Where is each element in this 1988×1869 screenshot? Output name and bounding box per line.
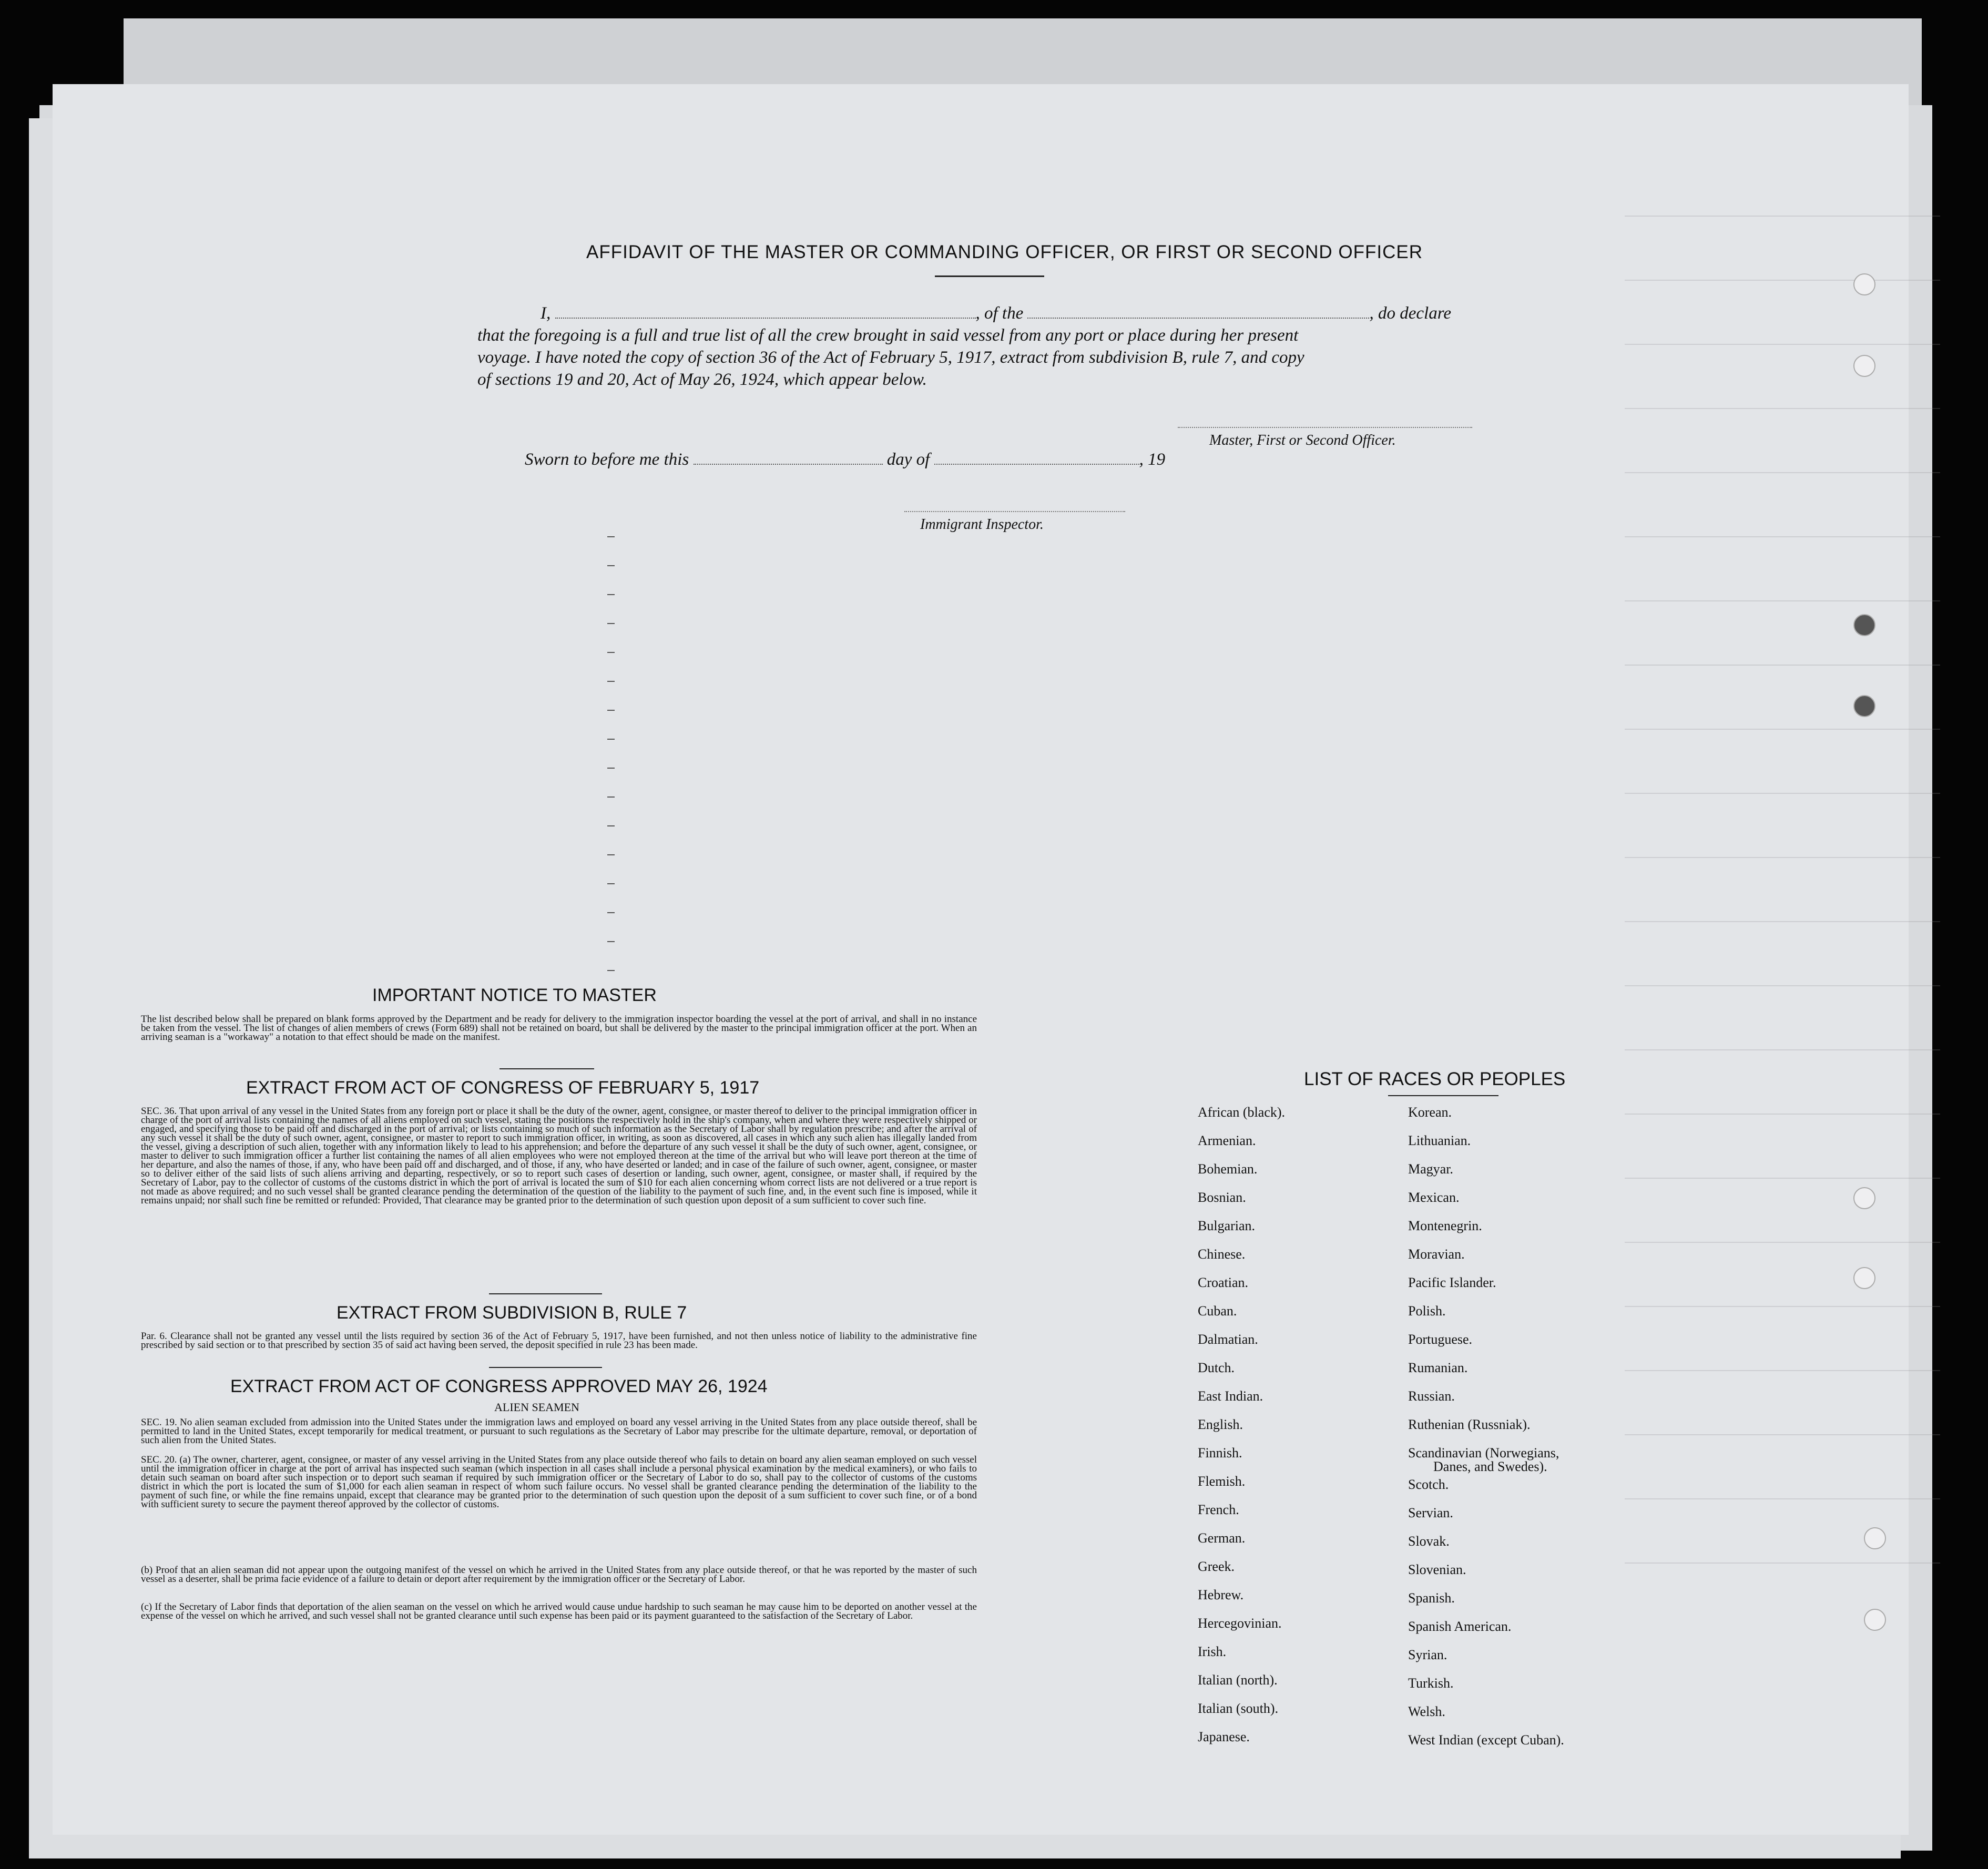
race-item: Bulgarian.: [1198, 1218, 1256, 1233]
race-item: French.: [1198, 1502, 1239, 1517]
race-item: Magyar.: [1408, 1161, 1453, 1177]
race-item: Slovenian.: [1408, 1562, 1466, 1577]
race-item: Korean.: [1408, 1105, 1452, 1120]
master-name-field[interactable]: [555, 318, 976, 319]
race-item: Syrian.: [1408, 1647, 1447, 1662]
year-label: , 19: [1139, 450, 1166, 469]
race-item: Polish.: [1408, 1303, 1446, 1319]
race-item: Servian.: [1408, 1505, 1453, 1520]
dash-mark: [607, 970, 615, 971]
punch-hole: [1853, 1267, 1875, 1289]
dash-mark: [607, 825, 615, 826]
notice-rule: [499, 1068, 594, 1069]
race-item: Chinese.: [1198, 1247, 1246, 1262]
race-item: African (black).: [1198, 1105, 1286, 1120]
extract-1924-sec20b: (b) Proof that an alien seaman did not appear upon the outgoing manifest of the vessel on which he arrived in the United States from any place outside thereof, or that he was reported by the master of such vessel as a deserter, shall be prima facie evidence of a failure to detain or deport after requirement by the immigration officer or the Secretary of Labor.: [141, 1565, 977, 1585]
dash-mark: [607, 565, 615, 566]
race-item: Japanese.: [1198, 1729, 1250, 1744]
race-item: Hebrew.: [1198, 1587, 1244, 1602]
race-item: German.: [1198, 1530, 1246, 1546]
race-item: Greek.: [1198, 1559, 1235, 1574]
punch-hole: [1864, 1527, 1886, 1549]
race-item: Dalmatian.: [1198, 1332, 1258, 1347]
race-item: Rumanian.: [1408, 1360, 1468, 1375]
affidavit-declare-label: , do declare: [1369, 304, 1451, 323]
extract-1924-subtitle: ALIEN SEAMEN: [494, 1401, 579, 1414]
inspector-signature-line[interactable]: [904, 511, 1125, 512]
sworn-line: [525, 450, 1165, 469]
race-item: Finnish.: [1198, 1445, 1242, 1461]
extract-1917-rule: [489, 1293, 602, 1294]
extract-1924-sec20a: SEC. 20. (a) The owner, charterer, agent, consignee, or master of any vessel arriving in the United States from any place outside thereof who fails to detain on board any alien seaman employed on such vessel until the immigration officer in charge at the port of arrival has inspected such seaman (which inspection in all cases shall include a personal physical examination by the medical examiners), or who fails to detain such seaman on board after such inspection or to deport such seaman if required by such immigration officer or the Secretary of Labor to do so, shall pay to the collector of customs of the customs district in which the port is located the sum of $1,000 for each alien seaman in respect of whom such failure occurs. No vessel shall be granted clearance pending the determination of the liability to the payment of such fine, or while the fine remains unpaid, except that clearance may be granted prior to the determination of such question upon the deposit of a sum sufficient to cover such fine, or of a bond with sufficient surety to secure the payment thereof approved by the collector of customs.: [141, 1454, 977, 1510]
race-item: Dutch.: [1198, 1360, 1235, 1375]
notice-body: The list described below shall be prepared on blank forms approved by the Department and be ready for delivery to the immigration inspector boarding the vessel at the port of arrival, and shall in no instance be taken from the vessel. The list of changes of alien members of crews (Form 689) shall not be retained on board, but shall be delivered by the master to the principal immigration officer at the port. When an arriving seaman is a "workaway" a notation to that effect should be made on the manifest.: [141, 1014, 977, 1043]
race-item: Turkish.: [1408, 1676, 1454, 1691]
dash-mark: [607, 652, 615, 653]
inspector-label: Immigrant Inspector.: [920, 516, 1044, 533]
dash-mark: [607, 883, 615, 884]
sworn-label: Sworn to before me this: [525, 450, 689, 469]
affidavit-line-2: that the foregoing is a full and true list of all the crew brought in said vessel from any port or place during her present: [477, 326, 1299, 345]
extract-1917-title: EXTRACT FROM ACT OF CONGRESS OF FEBRUARY 5, 1917: [246, 1078, 760, 1098]
dash-mark: [607, 623, 615, 624]
race-item: Irish.: [1198, 1644, 1227, 1659]
race-item: East Indian.: [1198, 1388, 1263, 1404]
affidavit-title-rule: [935, 275, 1044, 277]
races-title-rule: [1388, 1095, 1498, 1096]
dash-mark: [607, 594, 615, 595]
race-item: Bosnian.: [1198, 1190, 1246, 1205]
dash-mark: [607, 912, 615, 913]
race-item: Cuban.: [1198, 1303, 1237, 1319]
race-item: Welsh.: [1408, 1704, 1445, 1719]
race-item: Moravian.: [1408, 1247, 1465, 1262]
day-of-label: day of: [886, 450, 930, 469]
race-item: Croatian.: [1198, 1275, 1249, 1290]
crew-list-page: [53, 84, 1909, 1835]
race-item: Spanish.: [1408, 1590, 1455, 1606]
rule7-body: Par. 6. Clearance shall not be granted any vessel until the lists required by section 36 of the Act of February 5, 1917, have been furnished, and not then unless notice of liability to the administrative fine prescribed by said section or to that prescribed by section 35 of said act having been served, the deposit specified in rule 23 has been made.: [141, 1331, 977, 1351]
race-item: Montenegrin.: [1408, 1218, 1482, 1233]
rule7-rule: [489, 1367, 602, 1368]
race-item: Slovak.: [1408, 1534, 1450, 1549]
race-item: Ruthenian (Russniak).: [1408, 1417, 1531, 1432]
race-item: Scandinavian (Norwegians,: [1408, 1445, 1559, 1461]
race-item: Hercegovinian.: [1198, 1616, 1282, 1631]
affidavit-line-1: [541, 304, 1451, 323]
race-item: West Indian (except Cuban).: [1408, 1732, 1564, 1748]
punch-hole: [1853, 695, 1875, 717]
affidavit-i-label: I,: [541, 304, 551, 323]
bleed-through-lines: [1625, 216, 1940, 1793]
affidavit-line-4: of sections 19 and 20, Act of May 26, 1924, which appear below.: [477, 370, 927, 389]
dash-mark: [607, 941, 615, 942]
race-item: Bohemian.: [1198, 1161, 1258, 1177]
dash-mark: [607, 796, 615, 798]
race-item: Italian (south).: [1198, 1701, 1279, 1716]
dash-mark: [607, 710, 615, 711]
sworn-day-field[interactable]: [694, 464, 883, 465]
race-item: Scotch.: [1408, 1477, 1449, 1492]
dash-mark: [607, 739, 615, 740]
race-item: Flemish.: [1198, 1474, 1246, 1489]
extract-1917-body: SEC. 36. That upon arrival of any vessel in the United States from any foreign port or place it shall be the duty of the owner, agent, consignee, or master thereof to deliver to the principal immigration officer in charge of the port of arrival lists containing the names of all aliens employed on such vessel, stating the positions the respectively hold in the ship's company, when and where they were respectively shipped or engaged, and specifying those to be paid off and discharged in the port of arrival; or lists containing so much of such information as the Secretary of Labor shall by regulation prescribe; and after the arrival of any such vessel it shall be the duty of such owner, agent, consignee, or master to report to such immigration officer, in writing, as soon as discovered, all cases in which any such alien has illegally landed from the vessel, giving a description of such alien, together with any information likely to lead to his apprehension; and before the departure of any such vessel it shall be the duty of such owner, agent, consignee, or master to deliver to such immigration officer a further list containing the names of all alien employees who were not employed thereon at the time of the arrival but who will leave port thereon at the time of her departure, and also the names of those, if any, who have been paid off and discharged, and of those, if any, who have deserted or landed; and in case of the failure of such owner, agent, consignee, or master so to deliver either of the said lists of such aliens arriving and departing, respectively, or so to report such cases of desertion or landing, such owner, agent, consignee, or master shall, if required by the Secretary of Labor, pay to the collector of customs of the customs district in which the port of arrival is located the sum of $10 for each alien concerning whom correct lists are not delivered or a true report is not made as above required; and no such vessel shall be granted clearance pending the determination of the question of the liability to the payment of such fine, and, in the event such fine is imposed, while it remains unpaid; nor shall such fine be remitted or refunded: Provided, That clearance may be granted prior to the determination of such question upon deposit of a sum sufficient to cover such fine.: [141, 1106, 977, 1206]
race-item: English.: [1198, 1417, 1243, 1432]
dash-mark: [607, 854, 615, 855]
race-item: Lithuanian.: [1408, 1133, 1471, 1148]
race-item: Armenian.: [1198, 1133, 1256, 1148]
dash-mark: [607, 536, 615, 537]
affidavit-title: AFFIDAVIT OF THE MASTER OR COMMANDING OFFICER, OR FIRST OR SECOND OFFICER: [586, 242, 1423, 262]
sworn-month-field[interactable]: [934, 464, 1139, 465]
punch-hole: [1853, 273, 1875, 295]
extract-1924-sec19: SEC. 19. No alien seaman excluded from admission into the United States under the immigration laws and employed on board any vessel arriving in the United States from any place outside thereof, shall be permitted to land in the United States, except temporarily for medical treatment, or pursuant to such regulations as the Secretary of Labor may prescribe for the ultimate departure, removal, or deportation of such alien from the United States.: [141, 1417, 977, 1446]
vessel-name-field[interactable]: [1027, 318, 1369, 319]
race-item: Italian (north).: [1198, 1672, 1278, 1688]
extract-1924-title: EXTRACT FROM ACT OF CONGRESS APPROVED MAY 26, 1924: [230, 1376, 768, 1396]
punch-hole: [1853, 1187, 1875, 1209]
extract-1924-sec20c: (c) If the Secretary of Labor finds that deportation of the alien seaman on the vessel on which he arrived would cause undue hardship to such seaman he may cause him to be deported on another vessel at the expense of the vessel on which he arrived, and such vessel shall not be granted clearance until such expense has been paid or its payment guaranteed to the satisfaction of the Secretary of Labor.: [141, 1601, 977, 1621]
dash-mark: [607, 768, 615, 769]
affidavit-of-the-label: , of the: [975, 304, 1024, 323]
race-item-continued: Danes, and Swedes).: [1433, 1459, 1547, 1474]
races-title: LIST OF RACES OR PEOPLES: [1304, 1069, 1566, 1089]
race-item: Portuguese.: [1408, 1332, 1473, 1347]
race-item: Mexican.: [1408, 1190, 1460, 1205]
race-item: Pacific Islander.: [1408, 1275, 1496, 1290]
master-signature-line[interactable]: [1178, 427, 1472, 428]
race-item: Russian.: [1408, 1388, 1455, 1404]
punch-hole: [1853, 355, 1875, 377]
notice-title: IMPORTANT NOTICE TO MASTER: [372, 985, 657, 1005]
rule7-title: EXTRACT FROM SUBDIVISION B, RULE 7: [337, 1303, 687, 1323]
master-label: Master, First or Second Officer.: [1209, 432, 1396, 448]
punch-hole: [1853, 614, 1875, 636]
dash-mark: [607, 681, 615, 682]
affidavit-line-3: voyage. I have noted the copy of section 36 of the Act of February 5, 1917, extract from subdivision B, rule 7, and copy: [477, 348, 1304, 367]
race-item: Spanish American.: [1408, 1619, 1512, 1634]
punch-hole: [1864, 1609, 1886, 1631]
